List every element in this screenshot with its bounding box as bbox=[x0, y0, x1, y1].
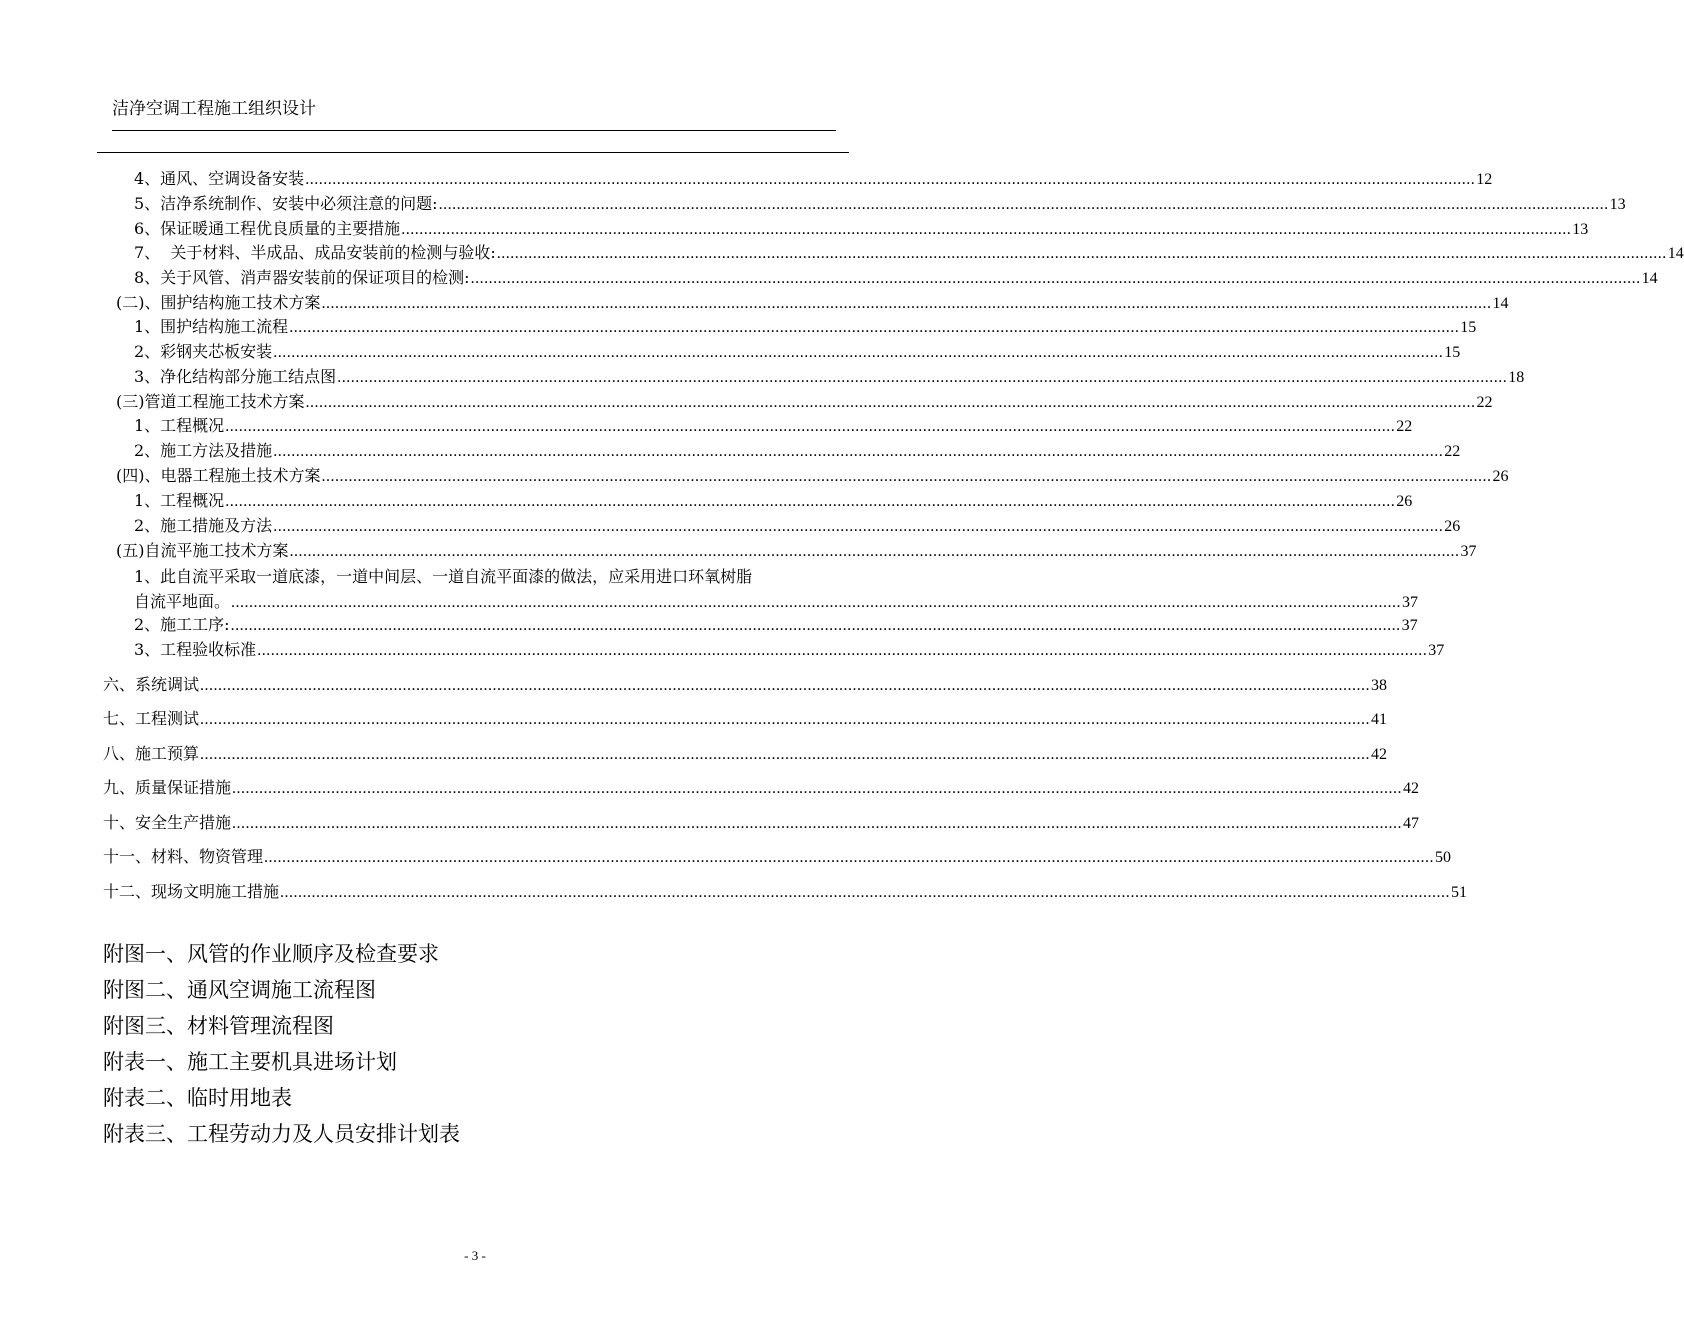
toc-entry[interactable] bbox=[134, 490, 1413, 512]
toc-page-number: 14 bbox=[1492, 295, 1509, 312]
toc-entry[interactable] bbox=[116, 391, 1493, 413]
header-rule-lower bbox=[97, 152, 849, 153]
toc-entry[interactable] bbox=[103, 846, 1452, 868]
toc-entry[interactable] bbox=[116, 540, 1477, 562]
toc-entry-label-line2: 自流平地面。 bbox=[134, 592, 231, 611]
toc-page-number: 26 bbox=[1396, 493, 1413, 510]
toc-page-number: 12 bbox=[1476, 171, 1493, 188]
toc-entry-label: 1、工程概况 bbox=[134, 491, 225, 510]
toc-leader-dots: .................................................................................................................................................................................................................................................................... bbox=[230, 617, 1401, 634]
toc-entry[interactable] bbox=[134, 440, 1461, 462]
toc-entry[interactable] bbox=[103, 777, 1420, 799]
toc-entry-label: 八、施工预算 bbox=[103, 744, 200, 763]
toc-entry[interactable] bbox=[116, 292, 1509, 314]
toc-entry-label: 2、施工工序: bbox=[134, 615, 230, 634]
toc-entry[interactable] bbox=[134, 614, 1418, 636]
toc-page-number: 22 bbox=[1444, 443, 1461, 460]
toc-leader-dots: .................................................................................................................................................................................................................................................................... bbox=[305, 394, 1476, 411]
toc-entry-label: 2、彩钢夹芯板安装 bbox=[134, 342, 273, 361]
toc-leader-dots: .................................................................................................................................................................................................................................................................... bbox=[273, 518, 1444, 535]
toc-entry-label-line1: 1、此自流平采取一道底漆，一道中间层、一道自流平面漆的做法，应采用进口环氧树脂 bbox=[134, 567, 753, 586]
toc-entry[interactable] bbox=[134, 218, 1589, 240]
toc-entry[interactable] bbox=[134, 366, 1525, 388]
toc-entry[interactable] bbox=[134, 242, 1684, 264]
toc-entry-label: 七、工程测试 bbox=[103, 709, 200, 728]
toc-leader-dots: .................................................................................................................................................................................................................................................................... bbox=[264, 849, 1435, 866]
toc-entry-label: 6、保证暖通工程优良质量的主要措施 bbox=[134, 219, 401, 238]
toc-leader-dots: .................................................................................................................................................................................................................................................................... bbox=[273, 443, 1444, 460]
toc-entry-label: 十二、现场文明施工措施 bbox=[103, 882, 280, 901]
toc-entry[interactable] bbox=[134, 341, 1461, 363]
toc-leader-dots: .................................................................................................................................................................................................................................................................... bbox=[232, 780, 1403, 797]
toc-page-number: 14 bbox=[1641, 270, 1658, 287]
toc-page-number: 13 bbox=[1572, 221, 1589, 238]
toc-leader-dots: .................................................................................................................................................................................................................................................................... bbox=[321, 295, 1492, 312]
toc-entry-label: (四)、电器工程施土技术方案 bbox=[116, 466, 321, 485]
toc-page-number: 14 bbox=[1667, 245, 1684, 262]
header-rule bbox=[112, 130, 836, 131]
toc-entry-label: 1、工程概况 bbox=[134, 416, 225, 435]
toc-leader-dots: .................................................................................................................................................................................................................................................................... bbox=[401, 221, 1572, 238]
toc-leader-dots: .................................................................................................................................................................................................................................................................... bbox=[225, 418, 1396, 435]
appendix-item[interactable]: 附图一、风管的作业顺序及检查要求 bbox=[103, 942, 439, 966]
toc-entry[interactable] bbox=[103, 812, 1420, 834]
toc-entry[interactable] bbox=[134, 415, 1413, 437]
toc-leader-dots: .................................................................................................................................................................................................................................................................... bbox=[289, 543, 1460, 560]
toc-leader-dots: .................................................................................................................................................................................................................................................................... bbox=[232, 815, 1403, 832]
toc-entry-label: 3、净化结构部分施工结点图 bbox=[134, 367, 337, 386]
toc-entry-label: 8、关于风管、消声器安装前的保证项目的检测: bbox=[134, 268, 470, 287]
toc-page-number: 15 bbox=[1444, 344, 1461, 361]
toc-page-number: 38 bbox=[1371, 677, 1388, 694]
toc-page-number: 51 bbox=[1451, 884, 1468, 901]
toc-entry-label: (三)管道工程施工技术方案 bbox=[116, 392, 305, 411]
toc-page-number: 37 bbox=[1402, 594, 1419, 611]
toc-entry[interactable] bbox=[103, 674, 1388, 696]
toc-entry[interactable] bbox=[103, 743, 1388, 765]
toc-entry[interactable] bbox=[103, 708, 1388, 730]
toc-entry-label: 九、质量保证措施 bbox=[103, 778, 232, 797]
toc-leader-dots: .................................................................................................................................................................................................................................................................... bbox=[200, 746, 1371, 763]
toc-entry-label: (五)自流平施工技术方案 bbox=[116, 541, 289, 560]
appendix-item[interactable]: 附表一、施工主要机具进场计划 bbox=[103, 1050, 397, 1074]
toc-leader-dots: .................................................................................................................................................................................................................................................................... bbox=[200, 677, 1371, 694]
page-number: - 3 - bbox=[464, 1248, 486, 1263]
toc-entry-label: 十、安全生产措施 bbox=[103, 813, 232, 832]
toc-leader-dots: .................................................................................................................................................................................................................................................................... bbox=[305, 171, 1476, 188]
toc-entry-label: 2、施工措施及方法 bbox=[134, 516, 273, 535]
toc-entry-label: 5、洁净系统制作、安装中必须注意的问题: bbox=[134, 194, 438, 213]
toc-page-number: 26 bbox=[1444, 518, 1461, 535]
toc-entry-multiline[interactable] bbox=[134, 564, 1419, 615]
toc-entry[interactable] bbox=[134, 316, 1477, 338]
toc-entry[interactable] bbox=[134, 267, 1658, 289]
toc-page-number: 47 bbox=[1403, 815, 1420, 832]
toc-page-number: 22 bbox=[1476, 394, 1493, 411]
toc-entry-label: 4、通风、空调设备安装 bbox=[134, 169, 305, 188]
toc-leader-dots: .................................................................................................................................................................................................................................................................... bbox=[496, 245, 1667, 262]
toc-entry-label: 3、工程验收标准 bbox=[134, 640, 257, 659]
toc-entry[interactable] bbox=[134, 193, 1626, 215]
toc-entry-label: 十一、材料、物资管理 bbox=[103, 847, 264, 866]
toc-entry[interactable] bbox=[116, 465, 1509, 487]
toc-entry[interactable] bbox=[103, 881, 1468, 903]
toc-leader-dots: .................................................................................................................................................................................................................................................................... bbox=[289, 319, 1460, 336]
toc-entry[interactable] bbox=[134, 639, 1445, 661]
toc-page-number: 37 bbox=[1460, 543, 1477, 560]
toc-page-number: 41 bbox=[1371, 711, 1388, 728]
toc-page-number: 50 bbox=[1435, 849, 1452, 866]
running-header: 洁净空调工程施工组织设计 bbox=[112, 99, 316, 119]
toc-leader-dots: .................................................................................................................................................................................................................................................................... bbox=[337, 369, 1508, 386]
toc-entry[interactable] bbox=[134, 515, 1461, 537]
toc-page-number: 37 bbox=[1401, 617, 1418, 634]
toc-entry-label: (二)、围护结构施工技术方案 bbox=[116, 293, 321, 312]
toc-page-number: 22 bbox=[1396, 418, 1413, 435]
toc-leader-dots: .................................................................................................................................................................................................................................................................... bbox=[438, 196, 1609, 213]
toc-page-number: 37 bbox=[1428, 642, 1445, 659]
toc-page-number: 15 bbox=[1460, 319, 1477, 336]
appendix-list bbox=[103, 936, 460, 1152]
toc-page-number: 42 bbox=[1403, 780, 1420, 797]
toc-entry-label: 六、系统调试 bbox=[103, 675, 200, 694]
toc-entry-label: 2、施工方法及措施 bbox=[134, 441, 273, 460]
toc-leader-dots: .................................................................................................................................................................................................................................................................... bbox=[470, 270, 1641, 287]
toc-page-number: 13 bbox=[1609, 196, 1626, 213]
toc-entry-label: 7、 关于材料、半成品、成品安装前的检测与验收: bbox=[134, 243, 496, 262]
toc-entry[interactable] bbox=[134, 168, 1493, 190]
toc-leader-dots: .................................................................................................................................................................................................................................................................... bbox=[231, 594, 1402, 611]
toc-leader-dots: .................................................................................................................................................................................................................................................................... bbox=[273, 344, 1444, 361]
appendix-item[interactable]: 附表三、工程劳动力及人员安排计划表 bbox=[103, 1122, 460, 1146]
toc-leader-dots: .................................................................................................................................................................................................................................................................... bbox=[225, 493, 1396, 510]
toc-leader-dots: .................................................................................................................................................................................................................................................................... bbox=[200, 711, 1371, 728]
appendix-item[interactable]: 附表二、临时用地表 bbox=[103, 1086, 292, 1110]
toc-page-number: 26 bbox=[1492, 468, 1509, 485]
toc-leader-dots: .................................................................................................................................................................................................................................................................... bbox=[257, 642, 1428, 659]
toc-entry-label: 1、围护结构施工流程 bbox=[134, 317, 289, 336]
toc-leader-dots: .................................................................................................................................................................................................................................................................... bbox=[280, 884, 1451, 901]
toc-page-number: 42 bbox=[1371, 746, 1388, 763]
toc-page-number: 18 bbox=[1508, 369, 1525, 386]
toc-entry-line2 bbox=[134, 589, 1419, 615]
appendix-item[interactable]: 附图三、材料管理流程图 bbox=[103, 1014, 334, 1038]
toc-leader-dots: .................................................................................................................................................................................................................................................................... bbox=[321, 468, 1492, 485]
appendix-item[interactable]: 附图二、通风空调施工流程图 bbox=[103, 978, 376, 1002]
